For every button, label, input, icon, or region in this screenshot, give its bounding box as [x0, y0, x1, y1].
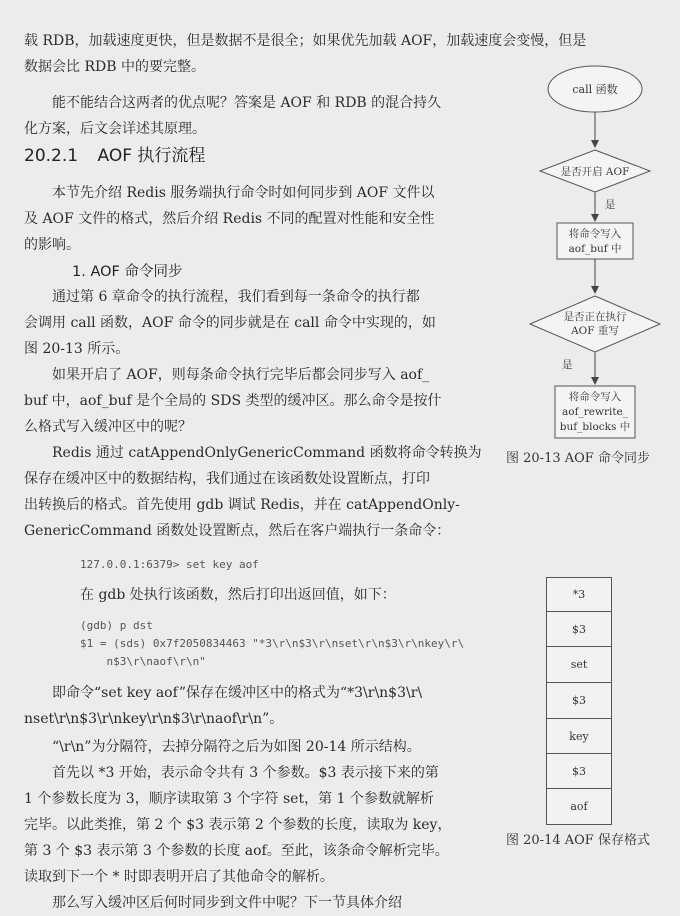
paragraph-line: 的影响。: [24, 237, 80, 253]
paragraph-line: GenericCommand 函数处设置断点，然后在客户端执行一条命令：: [24, 523, 451, 539]
code-line: (gdb) p dst: [80, 619, 153, 632]
aof-sync-flowchart: [500, 60, 670, 460]
format-cell: *3: [546, 577, 612, 612]
paragraph-line: 如果开启了 AOF，则每条命令执行完毕后都会同步写入 aof_: [52, 367, 430, 383]
paragraph-line: 出转换后的格式。首先使用 gdb 调试 Redis，并在 catAppendOnly-: [24, 497, 460, 513]
decision-node-label: 是否正在执行: [563, 311, 627, 323]
code-line: n$3\r\naof\r\n": [80, 655, 206, 668]
decision-node-rewriting: [530, 296, 660, 352]
format-cell: key: [546, 719, 612, 754]
paragraph-line: 么格式写入缓冲区中的呢？: [24, 419, 192, 435]
paragraph-line: 首先以 *3 开始，表示命令共有 3 个参数。$3 表示接下来的第: [52, 765, 439, 781]
format-cell: $3: [546, 612, 612, 647]
paragraph-line: 会调用 call 函数，AOF 命令的同步就是在 call 命令中实现的，如: [24, 315, 436, 331]
paragraph-line: 读取到下一个 * 时即表明开启了其他命令的解析。: [24, 869, 334, 885]
paragraph-line: 通过第 6 章命令的执行流程，我们看到每一条命令的执行都: [52, 289, 420, 305]
start-node-label: call 函数: [572, 83, 618, 96]
section-number: 20.2.1: [24, 146, 79, 166]
paragraph-line: 数据会比 RDB 中的要完整。: [24, 59, 205, 75]
paragraph-line: Redis 通过 catAppendOnlyGenericCommand 函数将命令转换为: [52, 445, 482, 461]
paragraph-line: 第 3 个 $3 表示第 3 个参数的长度 aof。至此，该条命令解析完毕。: [24, 843, 449, 859]
figure-caption-20-14: 图 20-14 AOF 保存格式: [506, 833, 650, 848]
process-node-label: buf_blocks 中: [559, 421, 631, 433]
paragraph-line: 在 gdb 处执行该函数，然后打印出返回值，如下：: [80, 587, 396, 603]
subsection-heading: 1. AOF 命令同步: [72, 264, 183, 280]
decision-node-label: AOF 重写: [571, 325, 619, 337]
paragraph-line: 载 RDB，加载速度更快，但是数据不是很全；如果优先加载 AOF，加载速度会变慢，但是: [24, 33, 587, 49]
paragraph-line: 能不能结合这两者的优点呢？答案是 AOF 和 RDB 的混合持久: [52, 95, 442, 111]
yes-label: 是: [562, 359, 573, 371]
section-title: AOF 执行流程: [97, 146, 206, 166]
paragraph-line: 本节先介绍 Redis 服务端执行命令时如何同步到 AOF 文件以: [52, 185, 435, 201]
paragraph-line: 图 20-13 所示。: [24, 341, 130, 357]
decision-node-label: 是否开启 AOF: [560, 166, 630, 178]
paragraph-line: 及 AOF 文件的格式，然后介绍 Redis 不同的配置对性能和安全性: [24, 211, 435, 227]
code-block: 127.0.0.1:6379> set key aof: [80, 558, 259, 571]
process-node-label: aof_buf 中: [568, 243, 622, 255]
paragraph-line: 1 个参数长度为 3，顺序读取第 3 个字符 set，第 1 个参数就解析: [24, 791, 434, 807]
paragraph-line: 完毕。以此类推，第 2 个 $3 表示第 2 个参数的长度，读取为 key，: [24, 817, 452, 833]
process-node-label: 将命令写入: [568, 391, 622, 403]
paragraph-line: nset\r\n$3\r\nkey\r\n$3\r\naof\r\n”。: [24, 711, 284, 727]
paragraph-line: buf 中，aof_buf 是个全局的 SDS 类型的缓冲区。那么命令是按什: [24, 393, 442, 409]
format-cell: $3: [546, 754, 612, 789]
paragraph-line: 即命令“set key aof”保存在缓冲区中的格式为“*3\r\n$3\r\: [52, 685, 423, 701]
format-cell: aof: [546, 789, 612, 825]
format-cell: set: [546, 647, 612, 683]
paragraph-line: 保存在缓冲区中的数据结构，我们通过在该函数处设置断点，打印: [24, 471, 430, 487]
paragraph-line: “\r\n”为分隔符，去掉分隔符之后为如图 20-14 所示结构。: [52, 739, 421, 755]
section-heading: [24, 144, 205, 168]
yes-label: 是: [605, 199, 616, 211]
code-line: $1 = (sds) 0x7f2050834463 "*3\r\n$3\r\nset\r\n$3\r\nkey\r\: [80, 637, 465, 650]
paragraph-line: 那么写入缓冲区后何时同步到文件中呢？下一节具体介绍: [52, 895, 402, 911]
figure-caption-20-13: 图 20-13 AOF 命令同步: [506, 451, 650, 466]
process-node-label: 将命令写入: [568, 228, 622, 240]
process-node-label: aof_rewrite_: [562, 406, 628, 418]
format-cell: $3: [546, 683, 612, 719]
paragraph-line: 化方案，后文会详述其原理。: [24, 121, 206, 137]
